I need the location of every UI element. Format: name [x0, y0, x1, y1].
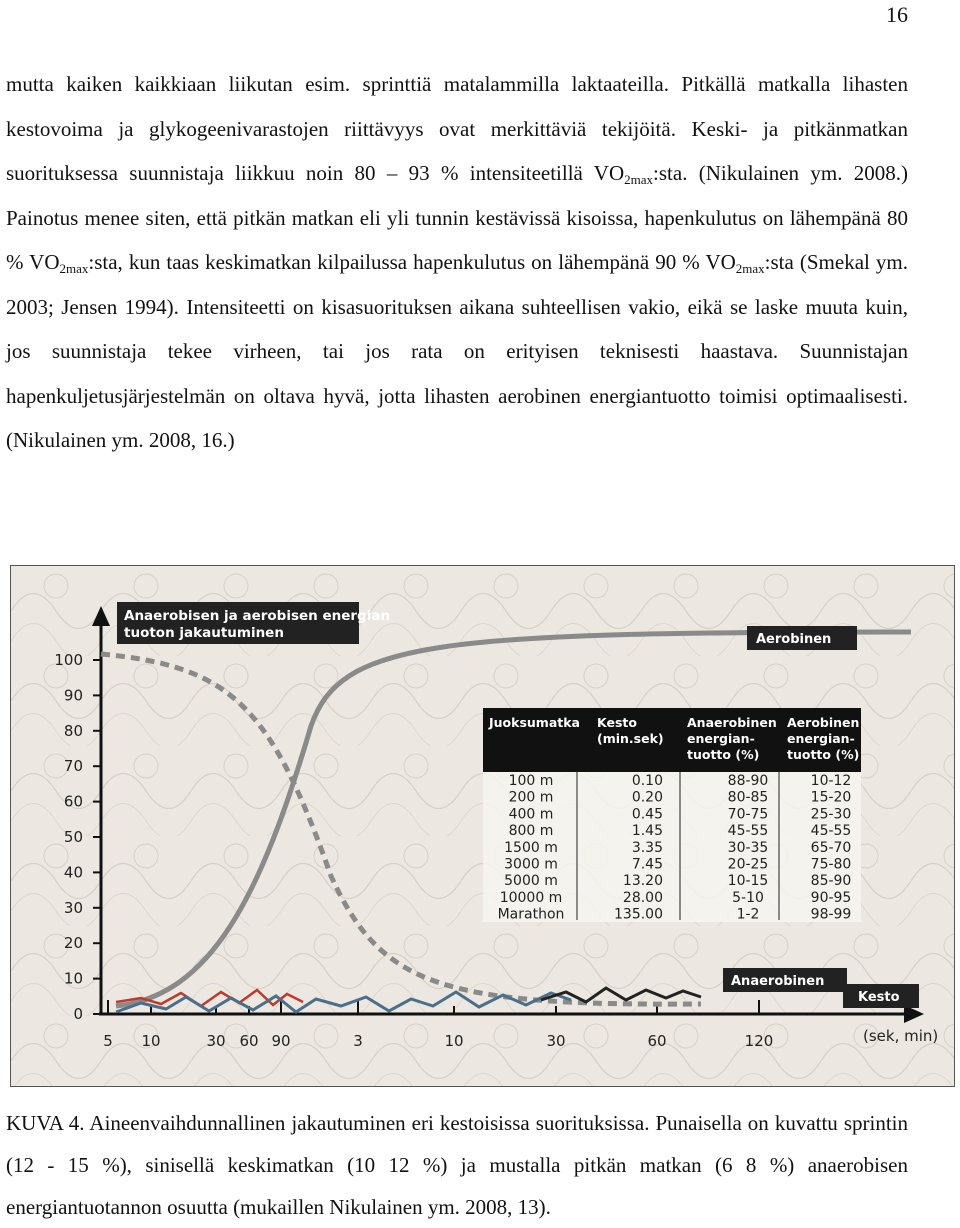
x-tick-label: 10: [141, 1032, 161, 1050]
table-cell: 85-90: [810, 873, 852, 890]
y-tick-label: 100: [54, 651, 83, 669]
y-tick-label: 60: [63, 792, 83, 811]
y-tick-label: 90: [63, 686, 83, 705]
table-cell: 0.45: [631, 806, 663, 823]
table-cell: 5000 m: [504, 873, 558, 890]
table-cell: 10000 m: [499, 889, 563, 906]
y-tick-label: 70: [63, 757, 83, 776]
aerobic-label: Aerobinen: [756, 632, 832, 647]
paragraph-part-4: :sta (Smekal ym. 2003; Jensen 1994). Intensiteetti on kisasuorituksen aikana suhteellisen vakio, eikä se laske muuta kuin, jos suunnistaja tekee virheen, tai jos rata on erityisen teknisesti haastava. Suunnistajan hapenkuljetusjärjestelmän on oltava hyvä, jotta lihasten aerobinen energiantuotto toimisi optimaalisesti. (Nikulainen ym. 2008, 16.): [6, 250, 908, 452]
table-header-cell: Anaerobinen: [687, 715, 777, 730]
y-tick-label: 20: [63, 934, 83, 953]
paragraph-part-3: :sta, kun taas keskimatkan kilpailussa hapenkulutus on lähempänä 90 % VO: [88, 250, 736, 274]
table-cell: 70-75: [727, 806, 769, 823]
table-cell: 7.45: [631, 856, 663, 873]
table-cell: 13.20: [622, 873, 663, 890]
table-cell: 28.00: [622, 889, 663, 906]
y-tick-label: 50: [63, 828, 83, 846]
table-cell: 20-25: [727, 856, 769, 873]
table-cell: 65-70: [810, 839, 852, 856]
x-tick-label: 10: [444, 1032, 464, 1050]
table-cell: Marathon: [497, 906, 565, 923]
table-header-cell: Aerobinen: [787, 715, 860, 730]
table-cell: 30-35: [727, 839, 769, 856]
y-tick-label: 0: [73, 1005, 83, 1023]
paragraph-part-1: mutta kaiken kaikkiaan liikutan esim. sprinttiä matalammilla laktaateilla. Pitkällä matkalla lihasten kestovoima ja glykogeenivarastojen riittävyys ovat merkittäviä tekijöitä. Keski- ja pitkänmatkan suorituksessa suunnistaja liikkuu noin 80 – 93 % intensiteetillä VO: [6, 72, 908, 185]
energy-distribution-figure: [10, 565, 955, 1087]
body-paragraph: [6, 62, 908, 463]
chart-title-line-2: tuoton jakautuminen: [124, 625, 284, 641]
table-cell: 75-80: [810, 856, 852, 873]
table-cell: 100 m: [508, 773, 554, 789]
energy-chart: [11, 566, 955, 1087]
table-cell: 0.20: [631, 789, 663, 806]
table-cell: 3000 m: [504, 856, 558, 873]
x-tick-label: 60: [647, 1032, 667, 1050]
x-tick-label: 5: [103, 1032, 113, 1050]
table-cell: 3.35: [631, 839, 663, 856]
table-cell: 90-95: [810, 889, 852, 906]
subscript-2max: 2max: [59, 261, 89, 276]
table-cell: 10-12: [810, 773, 852, 789]
table-cell: 800 m: [508, 823, 554, 840]
paragraph-part-2: :sta. (Nikulainen ym. 2008.) Painotus menee siten, että pitkän matkan eli yli tunnin kestävissä kisoissa, hapenkulutus on lähempänä 80 % VO: [6, 161, 908, 274]
table-cell: 98-99: [810, 906, 852, 923]
table-cell: 10-15: [727, 873, 769, 890]
x-axis-unit: (sek, min): [863, 1027, 939, 1045]
table-cell: 1500 m: [504, 839, 558, 856]
x-tick-label: 3: [353, 1032, 363, 1050]
table-cell: 1-2: [736, 906, 760, 923]
y-tick-label: 80: [63, 721, 83, 740]
table-cell: 0.10: [631, 773, 663, 789]
table-header-cell: Juoksumatka: [489, 715, 580, 730]
x-tick-label: 90: [271, 1032, 291, 1050]
table-header-cell: energian-: [687, 731, 755, 746]
table-cell: 88-90: [727, 773, 769, 789]
x-tick-label: 120: [744, 1032, 774, 1050]
table-header-cell: energian-: [787, 731, 855, 746]
table-cell: 1.45: [631, 823, 663, 840]
table-cell: 5-10: [732, 889, 764, 906]
table-cell: 45-55: [810, 823, 852, 840]
table-header-cell: (min.sek): [597, 731, 664, 746]
table-cell: 400 m: [508, 806, 554, 823]
table-cell: 135.00: [614, 906, 663, 923]
chart-title-line-1: Anaerobisen ja aerobisen energian: [124, 608, 391, 624]
subscript-2max: 2max: [735, 261, 765, 276]
table-cell: 25-30: [810, 806, 852, 823]
page-number: 16: [886, 2, 908, 27]
y-tick-label: 40: [63, 863, 83, 882]
x-tick-label: 30: [206, 1032, 226, 1050]
table-header-cell: tuotto (%): [787, 747, 860, 762]
y-tick-label: 10: [63, 969, 83, 988]
table-cell: 45-55: [727, 823, 769, 840]
duration-label: Kesto: [858, 990, 900, 1005]
table-header-cell: Kesto: [597, 715, 637, 730]
table-header-cell: tuotto (%): [687, 747, 760, 762]
table-cell: 80-85: [727, 789, 769, 806]
subscript-2max: 2max: [624, 172, 654, 187]
table-cell: 200 m: [508, 789, 554, 806]
y-tick-label: 30: [63, 898, 83, 917]
table-cell: 15-20: [810, 789, 852, 806]
x-tick-label: 30: [546, 1032, 566, 1050]
anaerobic-label: Anaerobinen: [731, 974, 825, 989]
x-tick-label: 60: [239, 1032, 259, 1050]
figure-caption: KUVA 4. Aineenvaihdunnallinen jakautuminen eri kestoisissa suorituksissa. Punaisella on kuvattu sprintin (12 - 15 %), sinisellä keskimatkan (10 12 %) ja mustalla pitkän matkan (6 8 %) anaerobisen energiantuotannon osuutta (mukaillen Nikulainen ym. 2008, 13).: [6, 1111, 908, 1219]
